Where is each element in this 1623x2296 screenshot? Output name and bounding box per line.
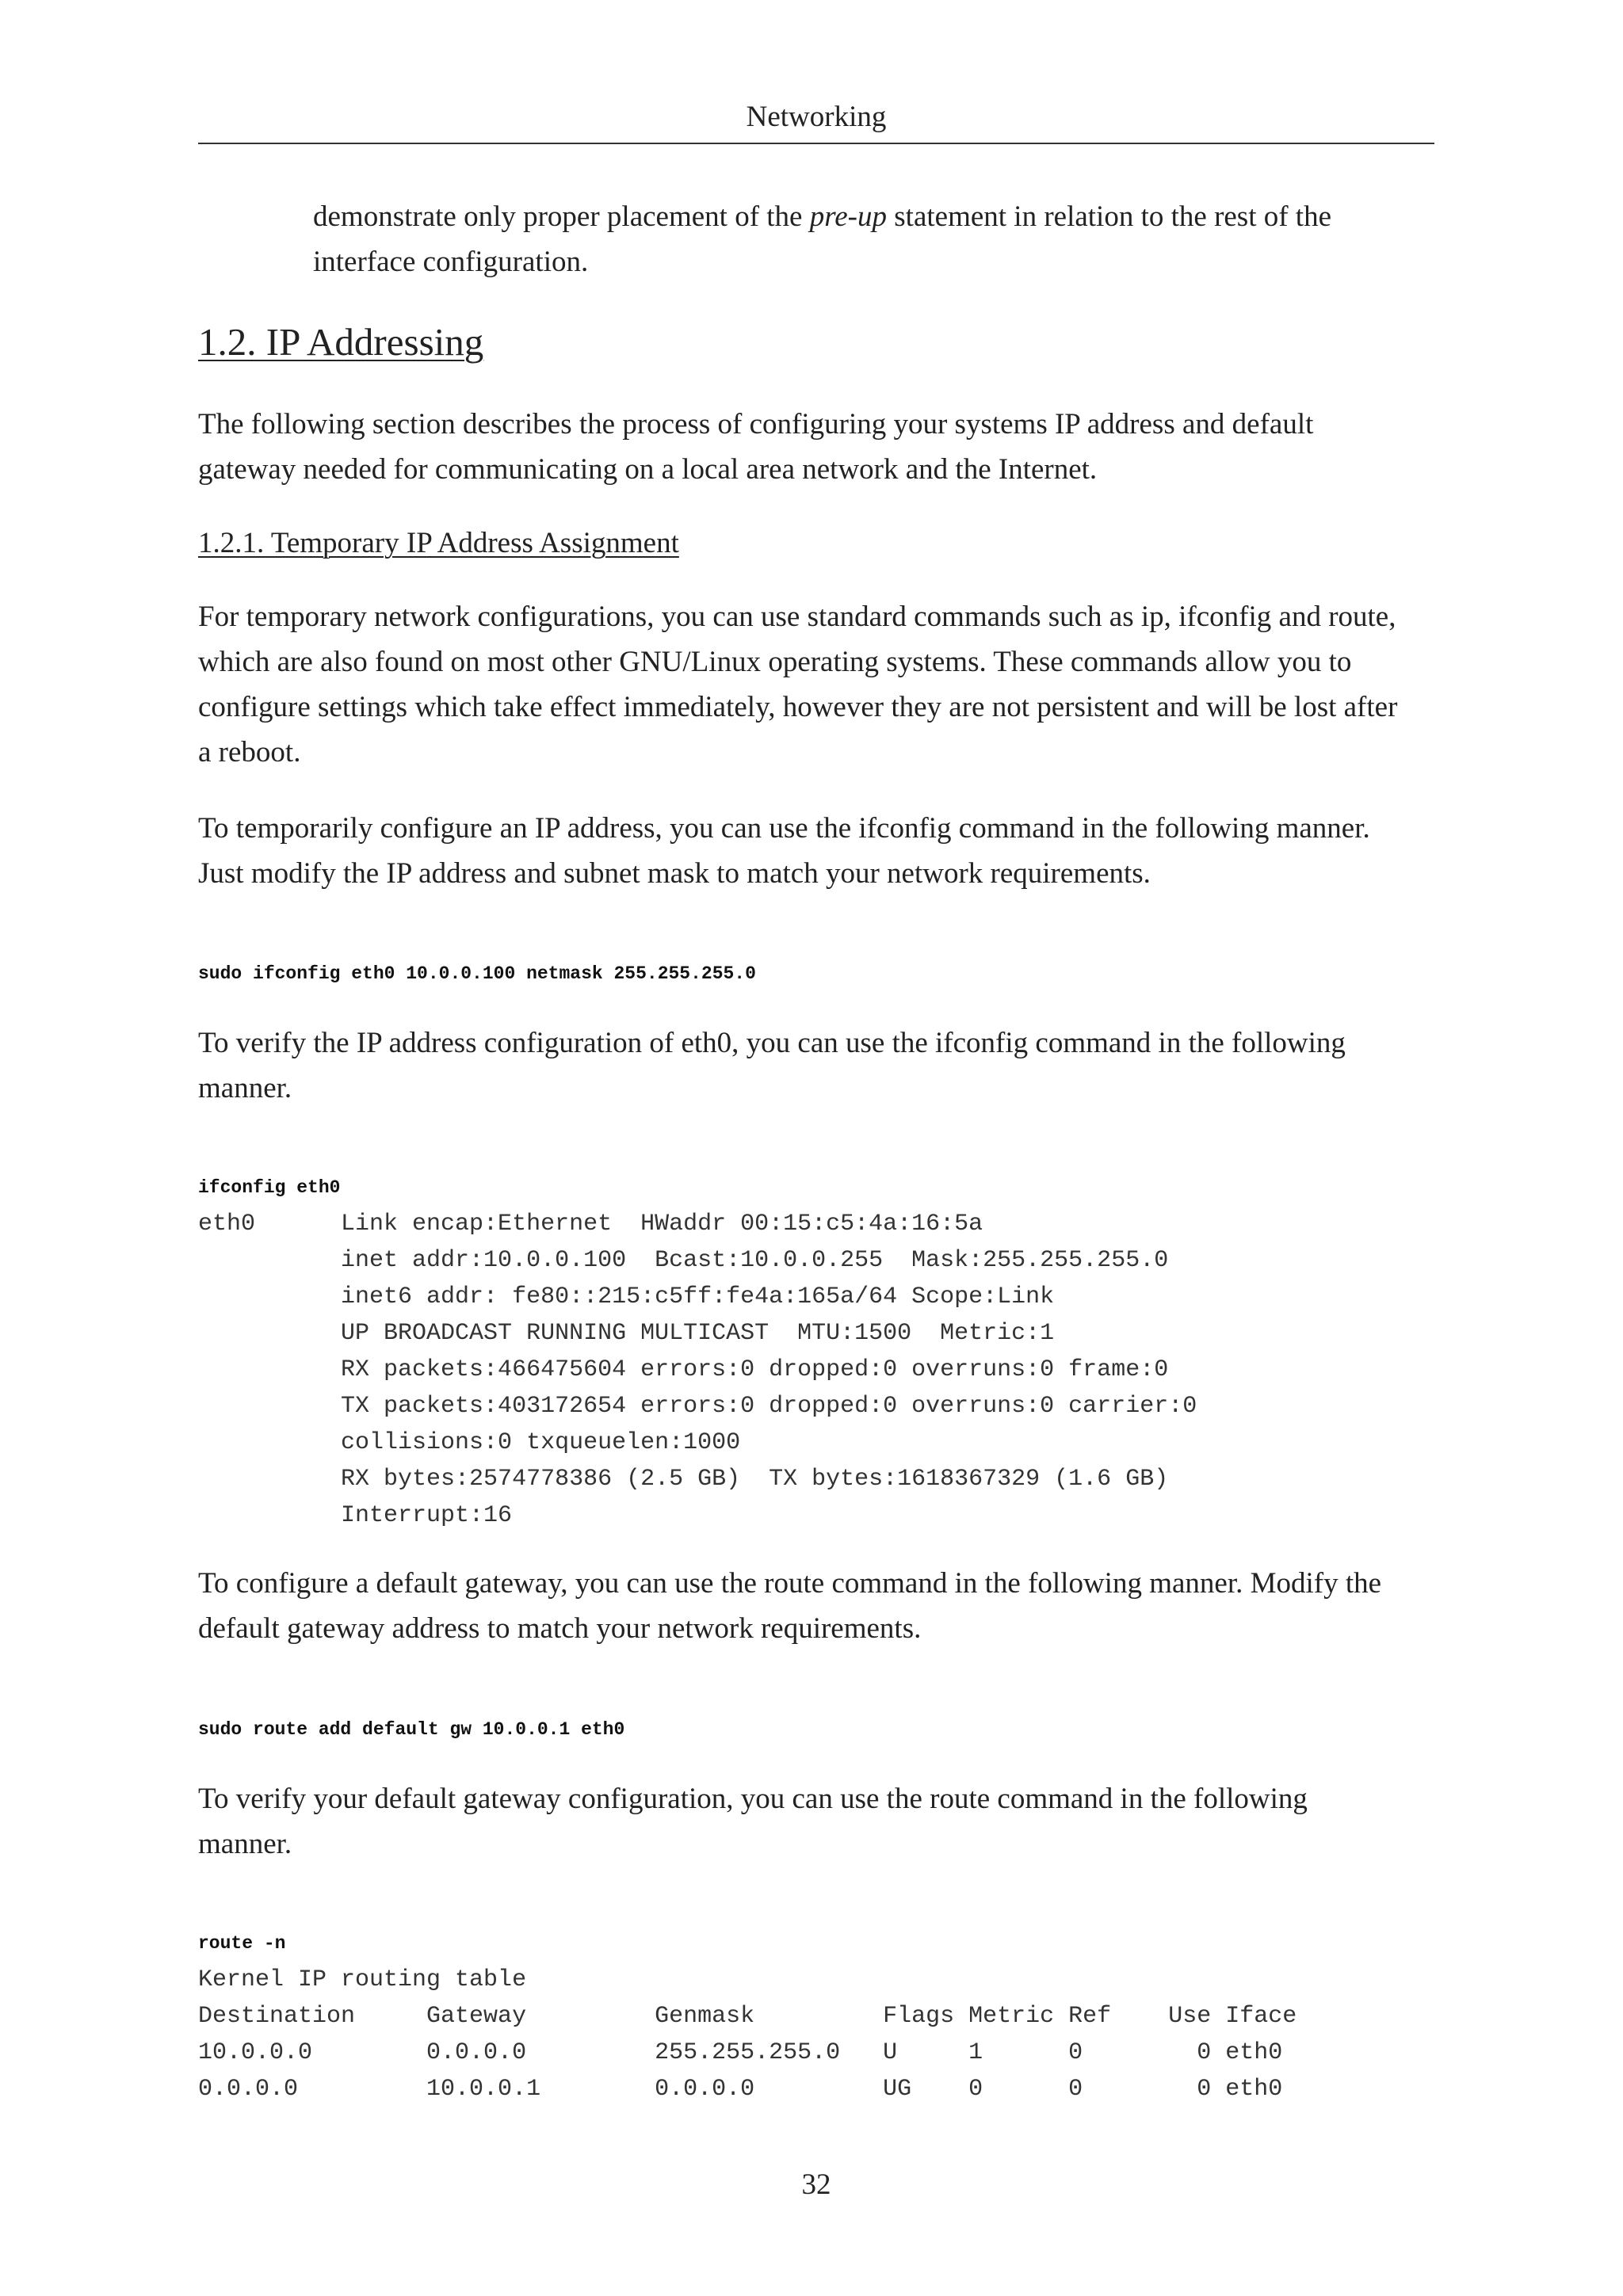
route-output-line: 10.0.0.0 0.0.0.0 255.255.255.0 U 1 0 0 eth0 <box>198 2039 1283 2066</box>
command-route-show: route -n <box>198 1933 286 1954</box>
subsection-heading: 1.2.1. Temporary IP Address Assignment <box>198 527 679 559</box>
command-ifconfig-set: sudo ifconfig eth0 10.0.0.100 netmask 255.255.255.0 <box>198 963 756 984</box>
route-output-line: Kernel IP routing table <box>198 1966 527 1993</box>
route-output-line: Destination Gateway Genmask Flags Metric Ref Use Iface <box>198 2003 1297 2030</box>
ifconfig-output-line: collisions:0 txqueuelen:1000 <box>198 1429 741 1456</box>
ifconfig-output-line: inet6 addr: fe80::215:c5ff:fe4a:165a/64 Scope:Link <box>198 1283 1055 1310</box>
section-intro-line-1: The following section describes the process of configuring your systems IP address and default <box>198 408 1314 441</box>
command-route-add: sudo route add default gw 10.0.0.1 eth0 <box>198 1719 625 1740</box>
intro-line-2: interface configuration. <box>313 246 589 278</box>
ifconfig-output-line: RX packets:466475604 errors:0 dropped:0 overruns:0 frame:0 <box>198 1356 1169 1383</box>
ifconfig-output-line: UP BROADCAST RUNNING MULTICAST MTU:1500 Metric:1 <box>198 1320 1055 1347</box>
paragraph-line: default gateway address to match your network requirements. <box>198 1612 922 1645</box>
paragraph-line: manner. <box>198 1828 292 1860</box>
intro-text-after: statement in relation to the rest of the <box>887 200 1332 233</box>
intro-text-before: demonstrate only proper placement of the <box>313 200 810 233</box>
ifconfig-output-line: eth0 Link encap:Ethernet HWaddr 00:15:c5:4a:16:5a <box>198 1211 983 1238</box>
section-intro-line-2: gateway needed for communicating on a local area network and the Internet. <box>198 453 1098 486</box>
paragraph-line: For temporary network configurations, you can use standard commands such as ip, ifconfig and route, <box>198 601 1396 633</box>
intro-emphasis-pre-up: pre-up <box>809 200 888 233</box>
paragraph-line: Just modify the IP address and subnet mask to match your network requirements. <box>198 857 1151 890</box>
running-header: Networking <box>746 101 887 133</box>
paragraph-line: manner. <box>198 1072 292 1104</box>
page-number: 32 <box>801 2168 831 2201</box>
intro-line-1 <box>313 194 1331 239</box>
paragraph-line: To verify your default gateway configuration, you can use the route command in the following <box>198 1783 1308 1815</box>
paragraph-line: configure settings which take effect immediately, however they are not persistent and will be lost after <box>198 691 1398 723</box>
ifconfig-output-line: inet addr:10.0.0.100 Bcast:10.0.0.255 Mask:255.255.255.0 <box>198 1247 1169 1274</box>
ifconfig-output-line: TX packets:403172654 errors:0 dropped:0 overruns:0 carrier:0 <box>198 1393 1197 1420</box>
paragraph-line: a reboot. <box>198 736 301 769</box>
paragraph-line: which are also found on most other GNU/Linux operating systems. These commands allow you to <box>198 646 1352 678</box>
paragraph-line: To temporarily configure an IP address, you can use the ifconfig command in the following manner. <box>198 812 1370 845</box>
ifconfig-output-line: Interrupt:16 <box>198 1502 513 1529</box>
paragraph-line: To configure a default gateway, you can use the route command in the following manner. Modify the <box>198 1567 1382 1600</box>
route-output-line: 0.0.0.0 10.0.0.1 0.0.0.0 UG 0 0 0 eth0 <box>198 2076 1283 2103</box>
header-divider <box>198 143 1434 144</box>
ifconfig-output-line: RX bytes:2574778386 (2.5 GB) TX bytes:1618367329 (1.6 GB) <box>198 1466 1169 1493</box>
paragraph-line: To verify the IP address configuration of eth0, you can use the ifconfig command in the following <box>198 1027 1346 1059</box>
command-ifconfig-show: ifconfig eth0 <box>198 1177 341 1198</box>
section-heading: 1.2. IP Addressing <box>198 320 484 364</box>
